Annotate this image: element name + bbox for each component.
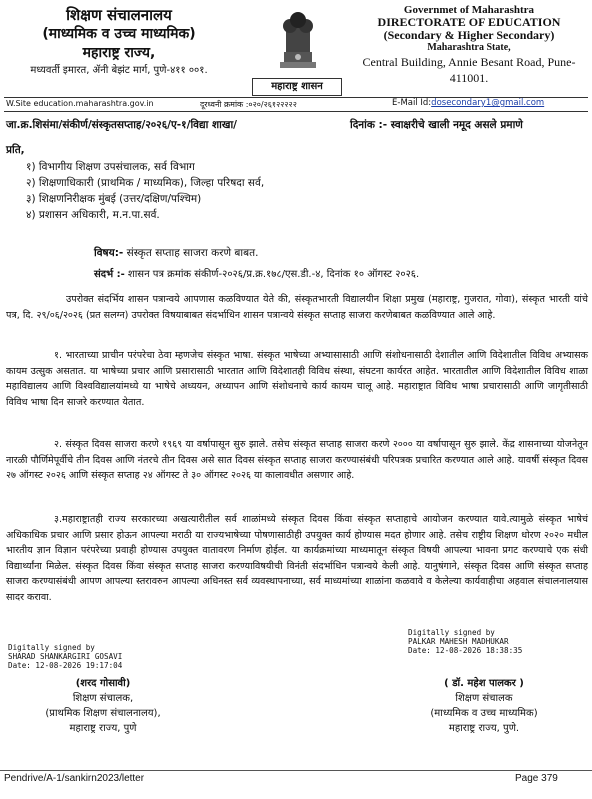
signatory-name: ( डॉ. महेश पालकर ): [444, 678, 524, 689]
email-link[interactable]: dosecondary1@gmail.com: [431, 98, 545, 108]
digital-sign-label: Digitally signed by: [8, 643, 95, 652]
phone-text: दूरध्वनी क्रमांक :०२०/२६१२२२२२: [200, 100, 297, 109]
reference-number: जा.क्र.शिसंमा/संकीर्ण/संस्कृतसप्ताह/२०२६/ए-१/विद्या शाखा/: [6, 119, 238, 131]
address-en: Central Building, Annie Besant Road, Pune-: [362, 55, 576, 69]
date-line: दिनांक :- स्वाक्षरीचे खाली नमूद असले प्रमाणे: [350, 119, 523, 131]
state-name: Maharashtra State,: [427, 42, 511, 53]
govt-name: Governmet of Maharashtra: [403, 4, 535, 16]
to-label: प्रति,: [6, 144, 25, 156]
addressee-2: २) शिक्षणाधिकारी (प्राथमिक / माध्यमिक), जिल्हा परिषदा सर्व,: [26, 177, 265, 189]
addressee-1: १) विभागीय शिक्षण उपसंचालक, सर्व विभाग: [26, 161, 195, 173]
footer-path: Pendrive/A-1/sankirn2023/letter: [4, 773, 145, 784]
office-subtitle: (माध्यमिक व उच्च माध्यमिक): [42, 26, 196, 42]
address-pin: 411001.: [449, 71, 489, 85]
email-line: [392, 98, 544, 108]
directorate-name: DIRECTORATE OF EDUCATION: [377, 15, 561, 29]
footer-divider: [0, 770, 592, 771]
digital-sign-date: Date: 12-08-2026 18:38:35: [408, 646, 523, 655]
paragraph-1: १. भारताच्या प्राचीन परंपरेचा ठेवा म्हणजेच संस्कृत भाषा. संस्कृत भाषेच्या अभ्यासासाठी आणि संशोधनासाठी देशातील आणि विदेशातील विविध अभ्यासक कायम उत्सुक असतात. या भाषेच्या प्रचार आणि प्रसारासाठी भारतात आणि विदेशातही विविध संस्था, संघटना कार्यरत आहेत. भारतातील आणि विदेशातील विविध शाळा महाविद्यालय आणि विश्वविद्यालयांमध्ये या भाषेचे अध्ययन, अध्यापन आणि संशोधनाचे कार्य कायम चालू आहे. महाराष्ट्रात विविध भाषा प्रचारासाठी आणि जागृतीसाठी विविध भाषा दिन साजरे करण्यात येतात.: [6, 350, 588, 408]
website-text: W.Site education.maharashtra.gov.in: [6, 99, 154, 108]
office-state: महाराष्ट्र राज्य,: [82, 45, 156, 61]
signatory-title: शिक्षण संचालक,: [72, 693, 134, 704]
digital-signature-right: [408, 628, 522, 655]
digital-sign-name: SHARAD SHANKARGIRI GOSAVI: [8, 652, 123, 661]
paragraph-3: ३.महाराष्ट्रातही राज्य सरकारच्या अखत्यारीतील सर्व शाळांमध्ये संस्कृत दिवस किंवा संस्कृत सप्ताहाचे आयोजन करण्यात यावे.त्यामुळे संस्कृत भाषेचं अधिकाधिक प्रचार आणि प्रसार होऊन आपल्या मराठी या राज्यभाषेच्या पोषणासाठीही उपयुक्त कार्य होण्यास मदत होणार आहे. तसेच राष्ट्रीय शिक्षण धोरण २०२० मधील भारतीय ज्ञान विज्ञान परंपरेच्या प्रवाही होण्यास उपयुक्त वातावरण निर्माण होईल. या कार्यक्रमांच्या माध्यमातून संस्कृत विषयी आपल्या भावना प्रगट करण्याचे एक संधी विद्यार्थ्यांना मिळेल. संस्कृत दिवस किंवा संस्कृत सप्ताह साजरा करण्याविषयीची विनंती संदर्भाधिन पत्रान्वये केली आहे. यानुषंगाने, संस्कृत दिवस आणि संस्कृत सप्ताह साजरा करण्यासंबंधी आपण आपल्या स्तरावरुन आपल्या अधिनस्त सर्व व्यवस्थापनाच्या, सर्व माध्यमांच्या शाळांना कळवावे व केलेल्या कार्यवाहीचा अहवाल संचालनालयास सादर करावा.: [6, 514, 588, 603]
intro-paragraph: उपरोक्त संदर्भिय शासन पत्रान्वये आपणास कळविण्यात येते की, संस्कृतभारती विद्यालयीन शिक्षा प्रमुख (महाराष्ट्र, गुजरात, गोवा), संस्कृत भारती यांचे पत्र, दि. २९/०६/२०२६ (प्रत सलग्न) उपरोक्त विषयाबाबत संदर्भाधिन शासन पत्रान्वये संस्कृत सप्ताह साजरा करणेबाबत कळविण्यात आले आहे.: [6, 294, 588, 321]
reference-line: [94, 266, 419, 280]
addressee-3: ३) शिक्षणनिरीक्षक मुंबई (उत्तर/दक्षिण/पश्चिम): [26, 193, 202, 205]
signatory-title: शिक्षण संचालक: [455, 693, 513, 704]
digital-sign-name: PALKAR MAHESH MADHUKAR: [408, 637, 509, 646]
digital-sign-label: Digitally signed by: [408, 628, 495, 637]
sandarbh-text: शासन पत्र क्रमांक संकीर्ण-२०२६/प्र.क्र.१७८/एस.डी.-४, दिनांक १० ऑगस्ट २०२६.: [124, 269, 420, 280]
digital-signature-left: [8, 643, 122, 670]
sandarbh-label: संदर्भ :-: [94, 269, 125, 280]
subject-text: संस्कृत सप्ताह साजरा करणे बाबत.: [123, 247, 259, 259]
office-name: शिक्षण संचालनालय: [66, 6, 172, 24]
directorate-sub: (Secondary & Higher Secondary): [383, 28, 555, 42]
contact-divider: [4, 111, 588, 112]
email-label: E-Mail Id:: [392, 98, 432, 108]
signatory-office: (प्राथमिक शिक्षण संचालनालय),: [45, 708, 161, 719]
subject-line: [94, 246, 258, 260]
page-number: Page 379: [515, 773, 558, 784]
header-left: [8, 6, 230, 78]
signatory-location: महाराष्ट्र राज्य, पुणे.: [448, 723, 520, 734]
addressee-4: ४) प्रशासन अधिकारी, म.न.पा.सर्व.: [26, 209, 160, 221]
emblem-caption: महाराष्ट्र शासन: [252, 78, 342, 96]
signatory-office: (माध्यमिक व उच्च माध्यमिक): [430, 708, 538, 719]
signatory-right: [396, 676, 572, 736]
signatory-left: [28, 676, 178, 736]
signatory-location: महाराष्ट्र राज्य, पुणे: [69, 723, 137, 734]
digital-sign-date: Date: 12-08-2026 19:17:04: [8, 661, 123, 670]
office-address: मध्यवर्ती इमारत, ॲनी बेझंट मार्ग, पुणे-४११ ००१.: [30, 65, 208, 76]
subject-label: विषय:-: [94, 247, 124, 259]
signatory-name: (शरद गोसावी): [75, 678, 131, 689]
header-right: [350, 4, 588, 86]
paragraph-2: २. संस्कृत दिवस साजरा करणे १९६९ या वर्षापासून सुरु झाले. तसेच संस्कृत सप्ताह साजरा करणे २००० या वर्षापासून सुरु झाले. केंद्र शासनाच्या योजनेतून नारळी पौर्णिमेपूर्वीचे तीन दिवस आणि नंतरचे तीन दिवस असे सात दिवस संस्कृत सप्ताह साजरा करण्यासंबंधी परिपत्रक प्रचारित करण्यात आले आहे. यावर्षी संस्कृत दिवस २७ ऑगस्ट २०२६ आणि संस्कृत सप्ताह २४ ऑगस्ट ते ३० ऑगस्ट २०२६ या कालावधीत असणार आहे.: [6, 439, 588, 481]
